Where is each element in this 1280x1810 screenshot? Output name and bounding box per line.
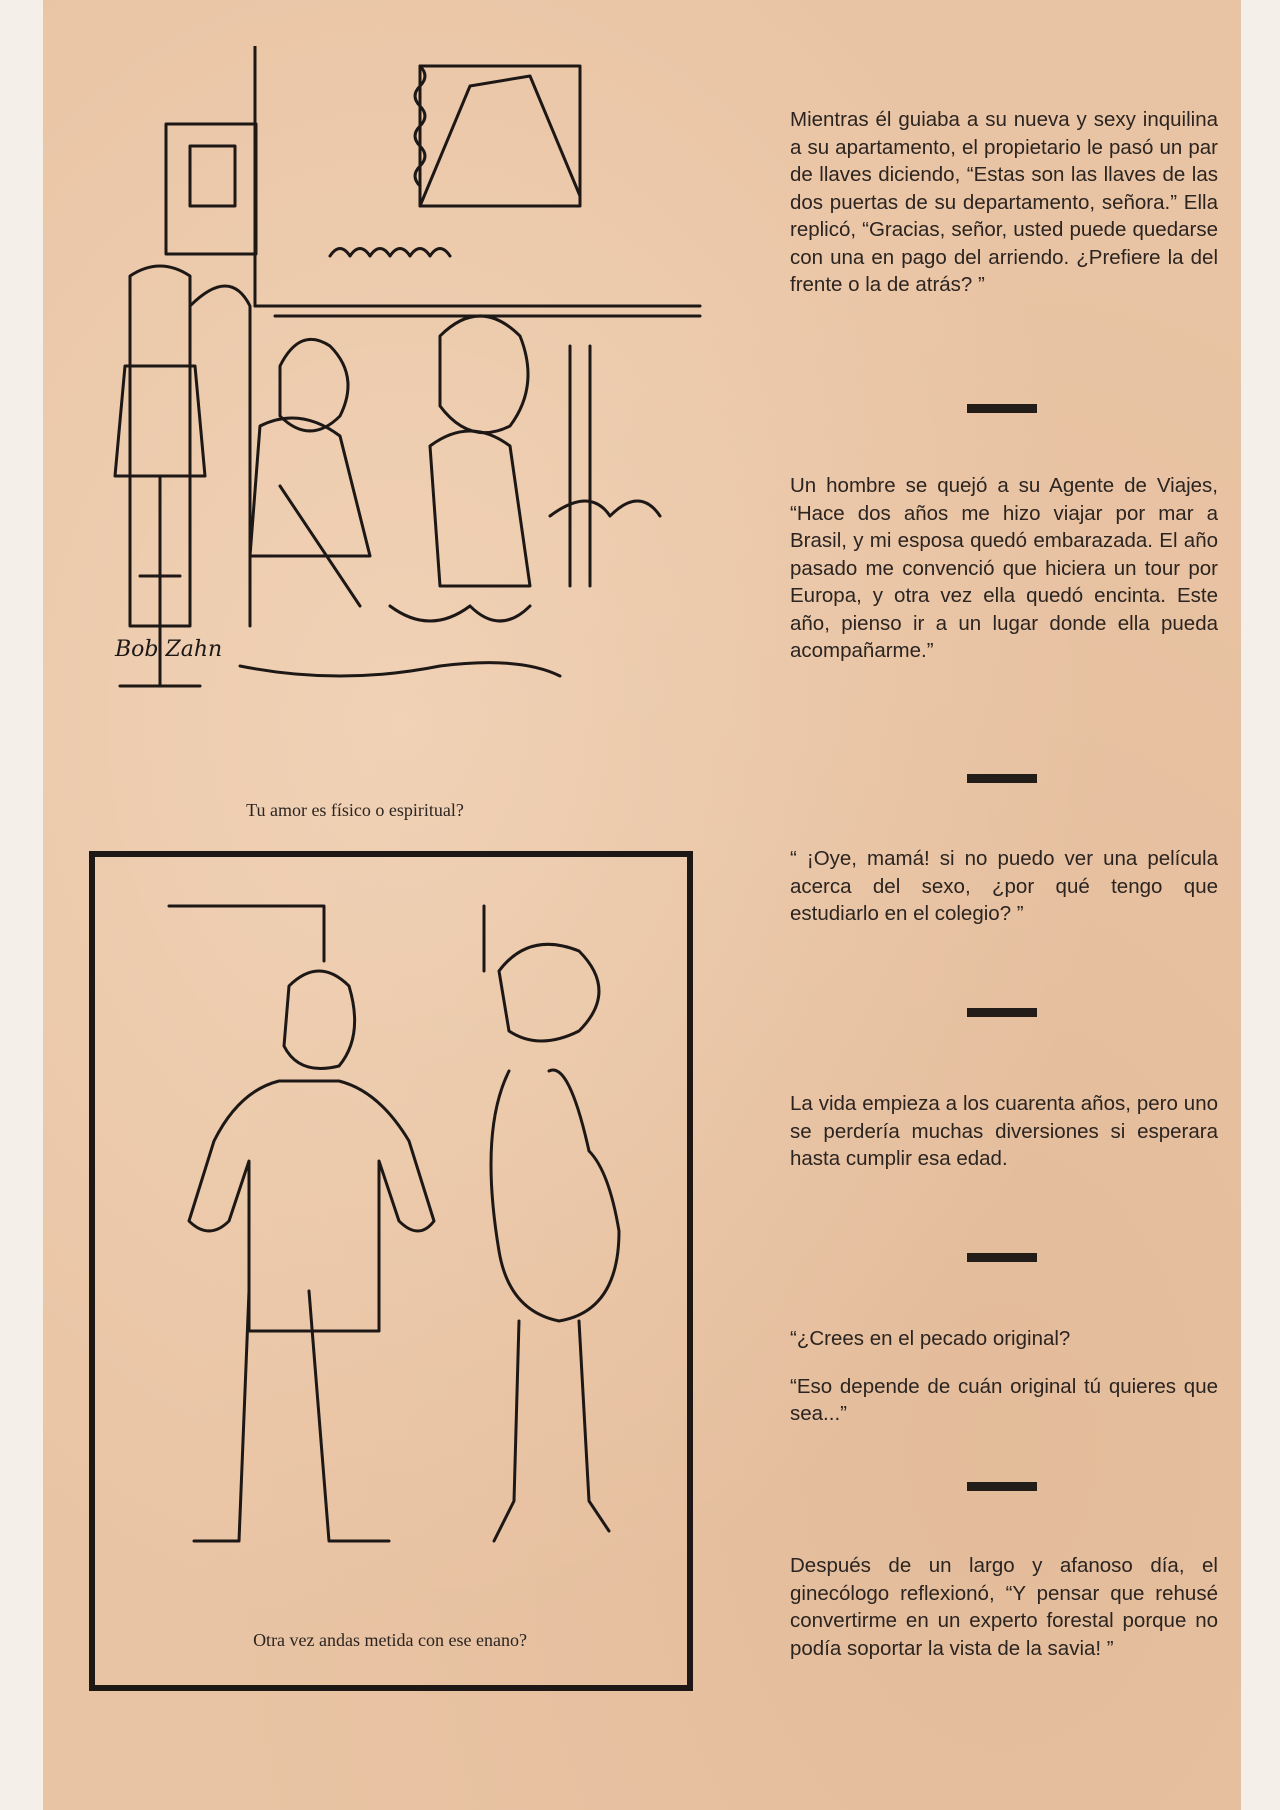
cartoon-caption: Otra vez andas metida con ese enano? [253, 1630, 527, 1650]
joke-paragraph: La vida empieza a los cuarenta años, pero uno se perdería muchas diversiones si esperara hasta cumplir esa edad. [790, 1092, 1218, 1170]
joke-paragraph: Mientras él guiaba a su nueva y sexy inquilina a su apartamento, el propietario le pasó un par de llaves diciendo, “Estas son las llaves de las dos puertas de su departamento, señora.” Ella replicó, “Gracias, señor, usted puede quedarse con una en pago del arriendo. ¿Prefiere la del frente o la de atrás? ” [790, 108, 1218, 296]
cartoon-caption: Tu amor es físico o espiritual? [246, 800, 464, 820]
separator-bar [967, 1482, 1037, 1491]
cartoonist-signature: Bob Zahn [115, 637, 223, 662]
separator-bar [967, 404, 1037, 413]
dialogue-answer: “Eso depende de cuán original tú quieres que sea...” [790, 1374, 1218, 1425]
separator-bar [967, 1253, 1037, 1262]
joke-paragraph: “ ¡Oye, mamá! si no puedo ver una película acerca del sexo, ¿por qué tengo que estudiarlo en el colegio? ” [790, 847, 1218, 925]
dialogue-question: “¿Crees en el pecado original? [790, 1327, 1071, 1350]
cartoon-man-woman-boxed [89, 851, 693, 1691]
separator-bar [967, 1008, 1037, 1017]
joke-dialogue [790, 1325, 1218, 1428]
joke-paragraph: Después de un largo y afanoso día, el ginecólogo reflexionó, “Y pensar que rehusé convertirme en un experto forestal porque no podía soportar la vista de la savia! ” [790, 1554, 1218, 1660]
separator-bar [967, 774, 1037, 783]
cartoon-couple-armchair [110, 46, 730, 791]
joke-paragraph: Un hombre se quejó a su Agente de Viajes, “Hace dos años me hizo viajar por mar a Brasil, y mi esposa quedó embarazada. El año pasado me convenció que hiciera un tour por Europa, y otra vez ella quedó encinta. Este año, pienso ir a un lugar donde ella pueda acompañarme.” [790, 474, 1218, 662]
